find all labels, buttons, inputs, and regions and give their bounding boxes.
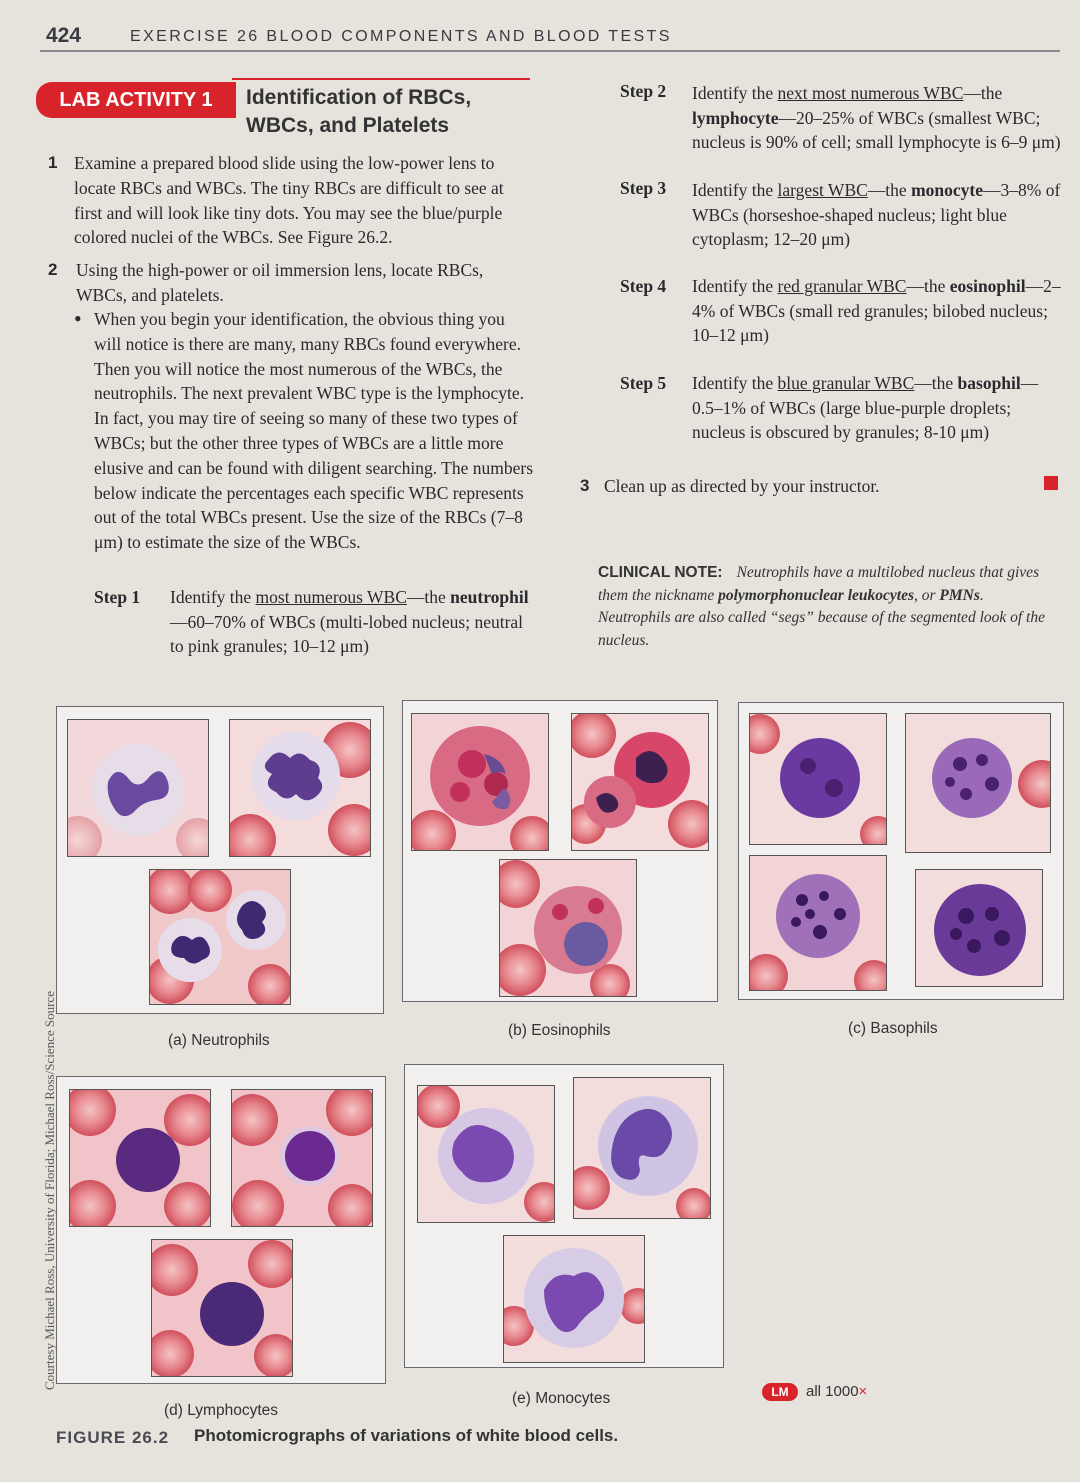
- step-5-key-phrase: blue granular WBC: [777, 373, 915, 393]
- page-number: 424: [46, 24, 82, 47]
- item-3-number: 3: [580, 476, 590, 495]
- lymphocyte-photo-1: [69, 1089, 211, 1227]
- step-5-text: Identify the blue granular WBC—the basophil—0.5–1% of WBCs (large blue-purple droplets; nucleus is obscured by granules; 8-10 μm): [692, 373, 1039, 443]
- item-2-number: 2: [48, 260, 58, 279]
- item-3-text: Clean up as directed by your instructor.: [604, 476, 880, 496]
- step-2-label: Step 2: [620, 81, 667, 101]
- end-of-activity-marker: [1044, 476, 1058, 490]
- step-4-label: Step 4: [620, 276, 667, 296]
- header-rule: [40, 50, 1060, 52]
- step-1-text: Identify the most numerous WBC—the neutrophil—60–70% of WBCs (multi-lobed nucleus; neutral to pink granules; 10–12 μm): [170, 587, 529, 657]
- bullet-text: When you begin your identification, the obvious thing you will notice is there are many, many RBCs found everywhere. Then you will notice the most numerous of the WBCs, the neutrophils. The next prevalent WBC type is the lymphocyte. In fact, you may tire of seeing so many of these two types of WBCs; but the other three types of WBCs are a little more elusive and can be found with diligent searching. The numbers below indicate the percentages each specific WBC represents out of the total WBCs present. Use the size of the RBCs (7–8 μm) to estimate the size of the WBCs.: [94, 309, 534, 553]
- monocyte-photo-1: [417, 1085, 555, 1223]
- step-3-label: Step 3: [620, 178, 667, 198]
- monocyte-photo-2: [573, 1077, 711, 1219]
- eosinophil-photo-1: [411, 713, 549, 851]
- panel-lymphocytes: [56, 1076, 386, 1384]
- step-5-label: Step 5: [620, 373, 667, 393]
- neutrophil-photo-1: [67, 719, 209, 857]
- clinical-note-label: CLINICAL NOTE:: [598, 564, 723, 581]
- figure-title: Photomicrographs of variations of white blood cells.: [194, 1426, 619, 1445]
- caption-lymphocytes: (d) Lymphocytes: [164, 1402, 278, 1419]
- caption-monocytes: (e) Monocytes: [512, 1390, 611, 1407]
- step-2-text: Identify the next most numerous WBC—the lymphocyte—20–25% of WBCs (smallest WBC; nucleus is 90% of cell; small lymphocyte is 6–9 μm): [692, 83, 1061, 153]
- lm-badge: LM: [762, 1383, 798, 1401]
- monocyte-photo-3: [503, 1235, 645, 1363]
- item-2-text: Using the high-power or oil immersion lens, locate RBCs, WBCs, and platelets.: [76, 260, 484, 305]
- lab-activity-rule: [232, 78, 530, 80]
- neutrophil-photo-2: [229, 719, 371, 857]
- panel-neutrophils: [56, 706, 384, 1014]
- bullet-icon: •: [74, 306, 82, 331]
- step-4-term: eosinophil: [949, 276, 1026, 296]
- step-5-term: basophil: [957, 373, 1021, 393]
- item-1-number: 1: [48, 153, 58, 172]
- eosinophil-photo-3: [499, 859, 637, 997]
- photo-credit: Courtesy Michael Ross, University of Florida; Michael Ross/Science Source: [42, 991, 57, 1390]
- basophil-photo-2: [905, 713, 1051, 853]
- step-1-label: Step 1: [94, 587, 141, 607]
- caption-eosinophils: (b) Eosinophils: [508, 1022, 611, 1039]
- step-1-key-phrase: most numerous WBC: [255, 587, 407, 607]
- step-3-term: monocyte: [911, 180, 983, 200]
- step-4-key-phrase: red granular WBC: [777, 276, 907, 296]
- step-3-text: Identify the largest WBC—the monocyte—3–8% of WBCs (horseshoe-shaped nucleus; light blue cytoplasm; 12–20 μm): [692, 180, 1061, 250]
- panel-eosinophils: [402, 700, 718, 1002]
- clinical-note: CLINICAL NOTE: Neutrophils have a multilobed nucleus that gives them the nickname polymorphonuclear leukocytes, or PMNs. Neutrophils are also called “segs” because of the segmented look of the nucleus.: [598, 564, 1045, 649]
- lab-activity-badge: LAB ACTIVITY 1: [36, 82, 236, 118]
- magnification-text: all 1000×: [806, 1383, 868, 1400]
- step-2-term: lymphocyte: [692, 107, 779, 128]
- step-2-key-phrase: next most numerous WBC: [777, 83, 964, 103]
- basophil-photo-1: [749, 713, 887, 845]
- lab-activity-title: Identification of RBCs, WBCs, and Platelets: [246, 86, 472, 137]
- panel-basophils: [738, 702, 1064, 1000]
- neutrophil-photo-3: [149, 869, 291, 1005]
- step-3-key-phrase: largest WBC: [777, 180, 868, 200]
- step-4-text: Identify the red granular WBC—the eosinophil—2–4% of WBCs (small red granules; bilobed nucleus; 10–12 μm): [692, 276, 1061, 346]
- lymphocyte-photo-2: [231, 1089, 373, 1227]
- item-1-text: Examine a prepared blood slide using the low-power lens to locate RBCs and WBCs. The tiny RBCs are difficult to see at first and will look like tiny dots. You may see the blue/purple colored nuclei of the WBCs. See Figure 26.2.: [74, 153, 504, 248]
- running-head: EXERCISE 26 BLOOD COMPONENTS AND BLOOD TESTS: [130, 28, 672, 45]
- lymphocyte-photo-3: [151, 1239, 293, 1377]
- step-1-term: neutrophil: [450, 587, 529, 607]
- eosinophil-photo-2: [571, 713, 709, 851]
- basophil-photo-4: [915, 869, 1043, 987]
- figure-label: FIGURE 26.2: [56, 1428, 170, 1447]
- basophil-photo-3: [749, 855, 887, 991]
- panel-monocytes: [404, 1064, 724, 1368]
- caption-neutrophils: (a) Neutrophils: [168, 1032, 270, 1049]
- caption-basophils: (c) Basophils: [848, 1020, 938, 1037]
- times-icon: ×: [858, 1383, 868, 1400]
